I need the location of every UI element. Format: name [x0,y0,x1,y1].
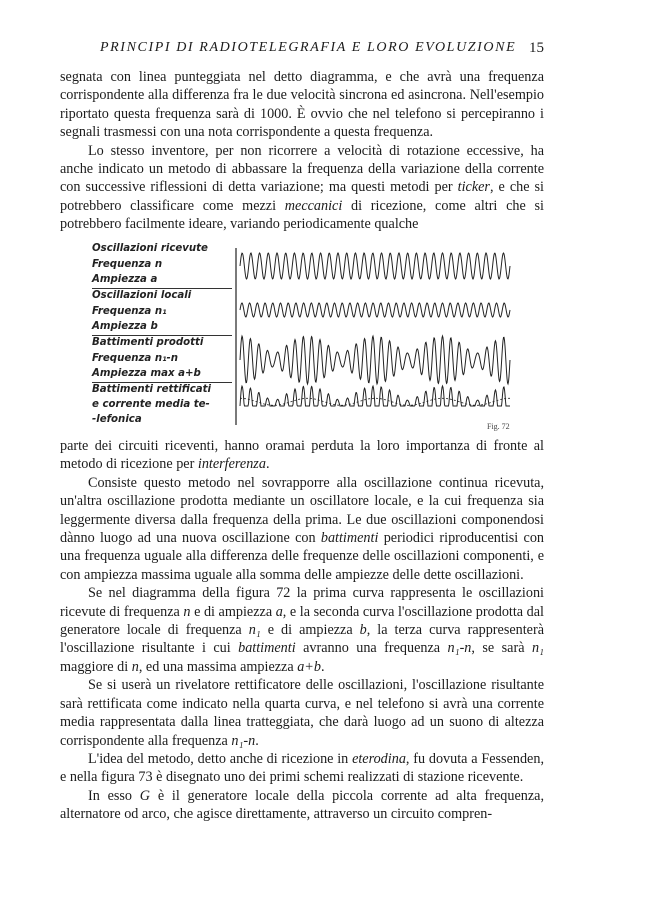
paragraph [60,787,544,824]
text-span: Se si userà un rivelatore rettificatore delle oscillazioni, l'oscillazione risultante sarà rettificata come indicato nella quarta curva, e nel telefono si avrà una corrente media rappresentata dalla linea tratteggiata, che darà luogo ad un suono di altezza corrispondente alla frequenza [60,677,544,749]
paragraph [60,68,544,142]
italic-span: interferenza [197,456,266,473]
figure-label: e corrente media te- [92,399,210,410]
local-oscillation-curve [240,303,510,317]
text-span: e di ampiezza [190,603,276,620]
text-span: , la terza curva rappresenterà l'oscillazione risultante i cui [60,622,544,657]
text-span: di ricezione, come altri che si potrebbero facilmente ideare, variando periodicamente qualche [60,197,544,233]
italic-span: a [275,603,283,620]
italic-span: meccanici [284,197,343,214]
text-span: avranno una frequenza [295,640,448,657]
text-span: periodici riproducentisi con una frequenza uguale alla differenza delle frequenze delle oscillazioni componenti, e con ampiezza massima uguale alla somma delle ampiezze delle dette oscillazioni. [60,530,545,583]
text-span: , e che si potrebbero classificare come mezzi [60,179,544,214]
paragraph [60,750,544,787]
paragraph [60,437,544,474]
figure-label: Battimenti prodotti [92,337,204,348]
running-title: PRINCIPI DI RADIOTELEGRAFIA E LORO EVOLUZIONE [100,40,517,55]
paragraph [60,142,544,234]
text-span: Se nel diagramma della figura 72 la prima curva rappresenta le oscillazioni ricevute di frequenza [60,585,544,620]
figure-72 [92,240,552,430]
figure-label: Frequenza n [92,259,163,270]
italic-span: n₁-n [447,640,472,657]
figure-legend-labels [92,240,232,425]
text-block-top [60,68,544,234]
page-number: 15 [529,40,544,56]
text-span: In esso [88,787,140,804]
italic-span: n [183,603,191,620]
italic-span: n₁ [531,640,544,657]
text-span: Lo stesso inventore, per non ricorrere a velocità di rotazione eccessive, ha anche indicato un metodo di abbassare la frequenza della variazione della corrente con successive riflessioni di detta variazione; ma questi metodi per [60,142,544,196]
figure-divider [92,335,232,336]
text-span: . [255,732,259,749]
text-span: è il generatore locale della piccola corrente ad alta frequenza, alternatore od arco, che agisce direttamente, attraverso un circuito compren- [60,787,544,823]
paragraph [60,474,544,584]
waveform-diagram [234,240,552,425]
text-span: segnata con linea punteggiata nel detto diagramma, e che avrà una frequenza corrispondente alla differenza fra le due velocità sincrona ed asincrona. Nell'esempio riportato questa frequenza sarà di 1000. È ovvio che nel telefono si percepiranno i segnali trasmessi con una nota corrispondente a questa frequenza. [60,69,544,141]
italic-span: n₁-n [231,732,256,749]
paragraph [60,584,544,676]
text-span: parte dei circuiti riceventi, hanno oramai perduta la loro importanza di fronte al metodo di ricezione per [60,438,544,473]
text-span: . [265,456,270,473]
figure-divider [92,382,232,383]
figure-label: Ampiezza max a+b [92,368,201,379]
text-span: , fu dovuta a Fessenden, e nella figura 73 è disegnato uno dei primi schemi realizzati di stazione ricevente. [60,750,544,786]
received-oscillation-curve [240,253,510,279]
text-span: , se sarà [471,640,532,657]
italic-span: G [139,787,151,804]
figure-label: Oscillazioni ricevute [92,243,208,254]
figure-label: Ampiezza a [92,274,158,285]
text-span: , ed una massima ampiezza [138,658,298,675]
text-span: maggiore di [60,658,132,675]
text-span: , e la seconda curva l'oscillazione prodotta dal generatore locale di frequenza [60,603,545,639]
running-header [60,40,544,60]
text-block-bottom [60,437,544,824]
italic-span: battimenti [238,640,296,657]
italic-span: ticker [457,179,490,196]
figure-label: Ampiezza b [92,321,158,332]
italic-span: n₁ [248,622,261,639]
figure-label: Frequenza n₁ [92,306,167,317]
text-span: . [320,658,325,675]
italic-span: eterodina [352,750,406,767]
figure-label: Oscillazioni locali [92,290,192,301]
figure-label: -lefonica [92,414,142,425]
text-span: e di ampiezza [260,622,360,639]
italic-span: n [131,658,139,675]
rectified-beats-curve [240,386,510,406]
figure-caption: Fig. 72 [487,422,510,431]
text-span: L'idea del metodo, detto anche di ricezione in [88,750,353,767]
text-span: Consiste questo metodo nel sovrapporre alla oscillazione continua ricevuta, un'altra oscillazione prodotta mediante un oscillatore locale, e la cui frequenza sia leggermente diversa dalla frequenza della prima. Le due oscillazioni componendosi dànno luogo ad una nuova oscillazione con [60,474,544,547]
figure-label: Frequenza n₁-n [92,353,179,364]
italic-span: a+b [297,658,321,675]
paragraph [60,676,544,750]
italic-span: battimenti [320,530,379,547]
figure-label: Battimenti rettificati [92,384,212,395]
figure-divider [92,288,232,289]
italic-span: b [359,622,367,639]
beat-oscillation-curve [240,336,510,384]
